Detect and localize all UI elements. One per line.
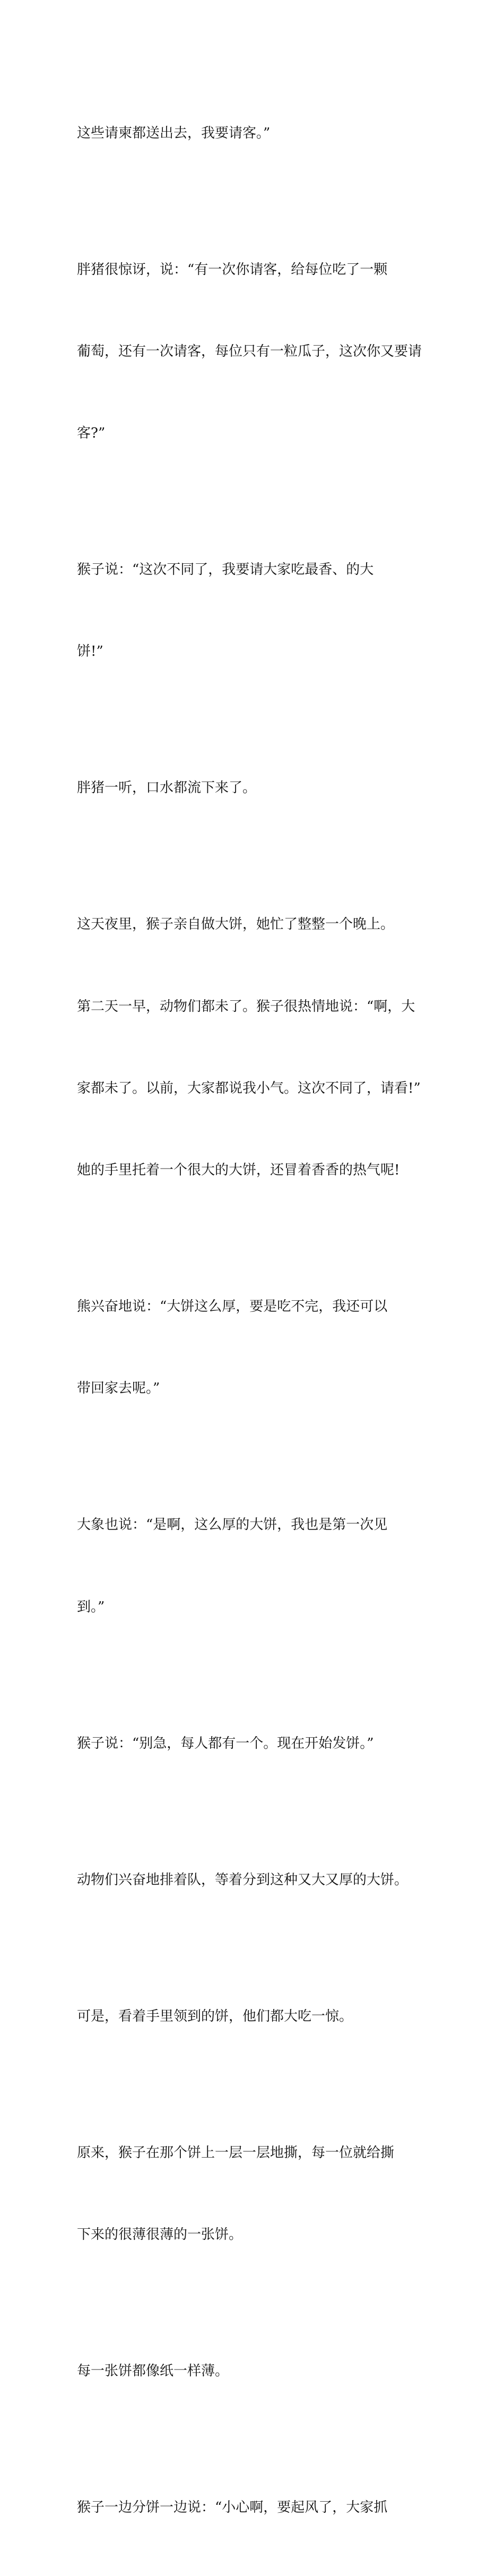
text-line: 葡萄，还有一次请客，每位只有一粒瓜子，这次你又要请 <box>77 344 422 360</box>
paragraph <box>77 2085 430 2303</box>
paragraph <box>77 1457 430 1676</box>
text-line: 猴子说：“这次不同了，我要请大家吃最香、的大 <box>77 562 374 578</box>
text-line: 家都未了。以前，大家都说我小气。这次不同了，请看!” <box>77 1080 421 1096</box>
story-text <box>77 65 430 2576</box>
text-line: 大象也说：“是啊，这么厚的大饼，我也是第一次见 <box>77 1517 388 1533</box>
paragraph <box>77 1239 430 1457</box>
text-line: 猴子说：“别急，每人都有一个。现在开始发饼。” <box>77 1735 374 1751</box>
paragraph <box>77 1676 430 1812</box>
text-line: 她的手里托着一个很大的大饼，还冒着香香的热气呢! <box>77 1162 400 1179</box>
text-line: 带回家去呢。” <box>77 1380 160 1397</box>
paragraph <box>77 2440 430 2576</box>
text-line: 动物们兴奋地排着队，等着分到这种又大又厚的大饼。 <box>77 1871 409 1888</box>
text-line: 每一张饼都像纸一样薄。 <box>77 2363 229 2379</box>
text-line: 猴子一边分饼一边说：“小心啊，要起风了，大家抓 <box>77 2499 388 2515</box>
text-line: 熊兴奋地说：“大饼这么厚，要是吃不完，我还可以 <box>77 1299 388 1315</box>
paragraph <box>77 1812 430 1948</box>
text-line: 这些请柬都送出去，我要请客。” <box>77 125 271 141</box>
text-line: 到。” <box>77 1599 105 1615</box>
text-line: 胖猪很惊讶，说：“有一次你请客，给每位吃了一颗 <box>77 261 388 278</box>
text-line: 这天夜里，猴子亲自做大饼，她忙了整整一个晚上。 <box>77 916 395 933</box>
text-line: 客?” <box>77 425 106 442</box>
text-line: 下来的很薄很薄的一张饼。 <box>77 2226 243 2243</box>
paragraph <box>77 857 430 1239</box>
paragraph <box>77 65 430 202</box>
text-line: 可是，看着手里领到的饼，他们都大吃一惊。 <box>77 2008 353 2024</box>
text-line: 饼!” <box>77 643 103 660</box>
paragraph <box>77 1948 430 2085</box>
text-line: 原来，猴子在那个饼上一层一层地撕，每一位就给撕 <box>77 2144 395 2161</box>
text-line: 第二天一早，动物们都未了。猴子很热情地说：“啊，大 <box>77 998 415 1015</box>
paragraph <box>77 720 430 857</box>
paragraph <box>77 202 430 502</box>
paragraph <box>77 2303 430 2440</box>
paragraph <box>77 502 430 720</box>
text-line: 胖猪一听，口水都流下来了。 <box>77 780 257 796</box>
